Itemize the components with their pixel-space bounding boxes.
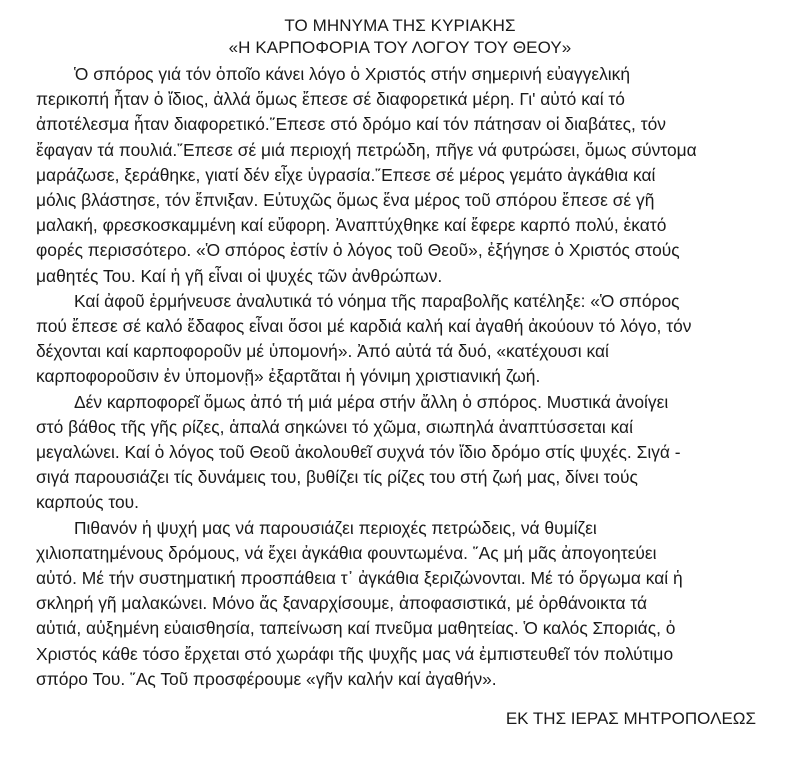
- text-line: μεγαλώνει. Καί ὁ λόγος τοῦ Θεοῦ ἀκολουθεῖ συχνά τόν ἴδιο δρόμο στίς ψυχές. Σιγά -: [36, 442, 681, 463]
- text-line: αὐτό. Μέ τήν συστηματική προσπάθεια τ᾽ ἀγκάθια ξεριζώνονται. Μέ τό ὄργωμα καί ἡ: [36, 568, 683, 589]
- paragraph-3: [36, 390, 771, 516]
- text-line: μαθητές Του. Καί ἡ γῆ εἶναι οἱ ψυχές τῶν ἀνθρώπων.: [36, 265, 443, 286]
- text-line: σιγά παρουσιάζει τίς δυνάμεις του, βυθίζει τίς ρίζες του στή ζωή μας, δίνει τούς: [36, 467, 638, 488]
- text-line: Ὁ σπόρος γιά τόν ὁποῖο κάνει λόγο ὁ Χριστός στήν σημερινή εὐαγγελική: [74, 64, 631, 84]
- paragraph-4: [36, 516, 771, 692]
- text-line: σπόρο Του. ῞Ας Τοῦ προσφέρουμε «γῆν καλήν καί ἀγαθήν».: [36, 668, 497, 689]
- text-line: δέχονται καί καρποφοροῦν μέ ὑπομονή». Ἀπό αὐτά τά δυό, «κατέχουσι καί: [36, 341, 609, 362]
- text-line: καρπούς του.: [36, 492, 139, 513]
- text-line: πού ἔπεσε σέ καλό ἔδαφος εἶναι ὅσοι μέ καρδιά καλή καί ἀγαθή ἀκούουν τό λόγο, τόν: [36, 316, 692, 337]
- text-line: στό βάθος τῆς γῆς ρίζες, ἁπαλά σηκώνει τό χῶμα, σιωπηλά ἀναπτύσσεται καί: [36, 416, 633, 437]
- paragraph-2: [36, 289, 771, 390]
- article-body: [36, 62, 771, 692]
- text-line: μαράζωσε, ξεράθηκε, γιατί δέν εἶχε ὑγρασία.῞Επεσε σέ μέρος γεμάτο ἀγκάθια καί: [36, 164, 656, 185]
- page-title: ΤΟ ΜΗΝΥΜΑ ΤΗΣ ΚΥΡΙΑΚΗΣ: [284, 16, 516, 35]
- text-line: περικοπή ἦταν ὁ ἴδιος, ἀλλά ὅμως ἔπεσε σέ διαφορετικά μέρη. Γι' αὐτό καί τό: [36, 89, 625, 110]
- text-line: μαλακή, φρεσκοσκαμμένη καί εὔφορη. Ἀναπτύχθηκε καί ἔφερε καρπό πολύ, ἑκατό: [36, 215, 667, 236]
- text-line: σκληρή γῆ μαλακώνει. Μόνο ἄς ξαναρχίσουμε, ἀποφασιστικά, μέ ὀρθάνοικτα τά: [36, 593, 648, 614]
- text-line: ἔφαγαν τά πουλιά.῞Επεσε σέ μιά περιοχή πετρώδη, πῆγε νά φυτρώσει, ὅμως σύντομα: [36, 139, 697, 160]
- text-line: Καί ἀφοῦ ἑρμήνευσε ἀναλυτικά τό νόημα τῆς παραβολῆς κατέληξε: «Ὁ σπόρος: [74, 290, 680, 311]
- text-line: αὐτιά, αὐξημένη εὐαισθησία, ταπείνωση καί πνεῦμα μαθητείας. Ὁ καλός Σποριάς, ὁ: [36, 618, 676, 639]
- paragraph-1: [36, 62, 771, 289]
- signature: ΕΚ ΤΗΣ ΙΕΡΑΣ ΜΗΤΡΟΠΟΛΕΩΣ: [505, 709, 756, 728]
- text-line: φορές περισσότερο. «Ὁ σπόρος ἐστίν ὁ λόγος τοῦ Θεοῦ», ἐξήγησε ὁ Χριστός στούς: [36, 240, 680, 261]
- text-line: Πιθανόν ἡ ψυχή μας νά παρουσιάζει περιοχές πετρώδεις, νά θυμίζει: [74, 517, 597, 538]
- text-line: χιλιοπατημένους δρόμους, νά ἔχει ἀγκάθια φουντωμένα. ῞Ας μή μᾶς ἀπογοητεύει: [36, 542, 657, 563]
- text-line: Δέν καρποφορεῖ ὅμως ἀπό τή μιά μέρα στήν ἄλλη ὁ σπόρος. Μυστικά ἀνοίγει: [74, 391, 669, 412]
- text-line: καρποφοροῦσιν ἐν ὑπομονῇ» ἐξαρτᾶται ἡ γόνιμη χριστιανική ζωή.: [36, 366, 541, 387]
- text-line: Χριστός κάθε τόσο ἔρχεται στό χωράφι τῆς ψυχῆς μας νά ἐμπιστευθεῖ τόν πολύτιμο: [36, 643, 674, 664]
- page-subtitle: «Η ΚΑΡΠΟΦΟΡΙΑ ΤΟΥ ΛΟΓΟΥ ΤΟΥ ΘΕΟΥ»: [228, 38, 572, 57]
- text-line: μόλις βλάστησε, τόν ἔπνιξαν. Εὐτυχῶς ὅμως ἕνα μέρος τοῦ σπόρου ἔπεσε σέ γῆ: [36, 190, 655, 211]
- text-line: ἀποτέλεσμα ἦταν διαφορετικό.῞Επεσε στό δρόμο καί τόν πάτησαν οἱ διαβάτες, τόν: [36, 114, 666, 135]
